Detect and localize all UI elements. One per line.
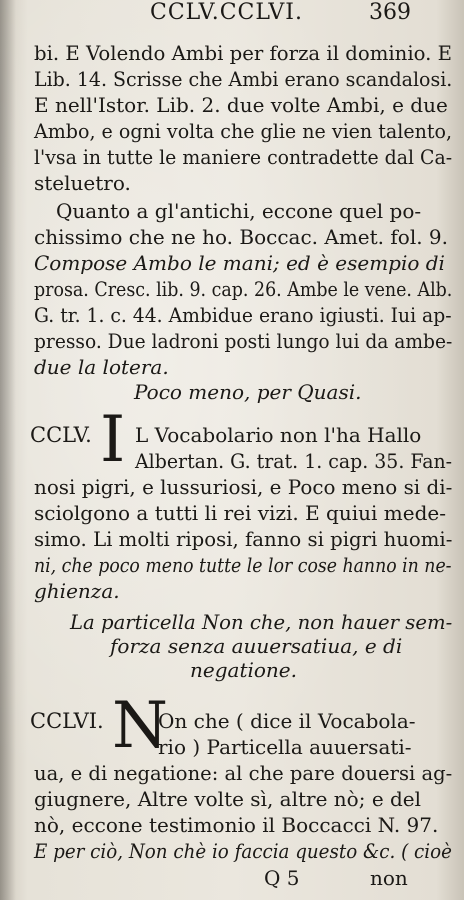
text-line: prosa. Cresc. lib. 9. cap. 26. Ambe le vene. Alb. [34,277,453,301]
running-head: CCLV.CCLVI. [150,0,303,25]
text-line: E nell'Istor. Lib. 2. due volte Ambi, e due [34,93,448,117]
text-line: G. tr. 1. c. 44. Ambidue erano igiusti. Iui ap- [34,303,452,327]
text-line: L Vocabolario non l'ha Hallo [135,423,422,447]
section-heading: La particella Non che, non hauer sem- [70,610,453,634]
signature-mark: Q 5 [264,866,300,890]
text-line: giugnere, Altre volte sì, altre nò; e del [34,787,422,811]
text-line: nosi pigri, e lussuriosi, e Poco meno si di- [34,475,453,499]
catchword: non [370,866,408,890]
text-line: presso. Due ladroni posti lungo lui da ambe- [34,329,453,353]
text-line: Quanto a gl'antichi, eccone quel po- [56,199,422,223]
text-line: Ambo, e ogni volta che glie ne vien talento, [34,119,453,143]
section-heading: Poco meno, per Quasi. [134,380,362,404]
text-line: ni, che poco meno tutte le lor cose hanno in ne- [34,553,452,577]
section-heading: negatione. [190,658,297,682]
text-line: sciolgono a tutti li rei vizi. E quiui mede- [34,501,446,525]
text-line: ua, e di negatione: al che pare douersi ag- [34,761,453,785]
text-line: due la lotera. [34,355,169,379]
text-line: simo. Li molti riposi, fanno si pigri huomi- [34,527,453,551]
section-label: CCLVI. [30,709,104,733]
text-line: E per ciò, Non chè io faccia questo &c. ( cioè [34,839,452,863]
text-line: nò, eccone testimonio il Boccacci N. 97. [34,813,439,837]
text-line: chissimo che ne ho. Boccac. Amet. fol. 9. [34,225,449,249]
text-line: ghienza. [34,579,120,603]
section-heading: forza senza auuersatiua, e di [110,634,403,658]
text-line: rio ) Particella auuersati- [158,735,412,759]
text-line: l'vsa in tutte le maniere contradette dal Ca- [34,145,453,169]
text-line: Albertan. G. trat. 1. cap. 35. Fan- [135,449,453,473]
text-line: steluetro. [34,171,131,195]
section-label: CCLV. [30,423,92,447]
text-line: Compose Ambo le mani; ed è esempio di [34,251,445,275]
text-line: bi. E Volendo Ambi per forza il dominio. E [34,41,453,65]
drop-cap: N [112,689,168,763]
text-line: On che ( dice il Vocabola- [158,709,416,733]
text-line: Lib. 14. Scrisse che Ambi erano scandalosi. [34,67,453,91]
drop-cap: I [100,403,126,477]
spine-shadow [0,0,16,900]
page-number: 369 [369,0,411,25]
